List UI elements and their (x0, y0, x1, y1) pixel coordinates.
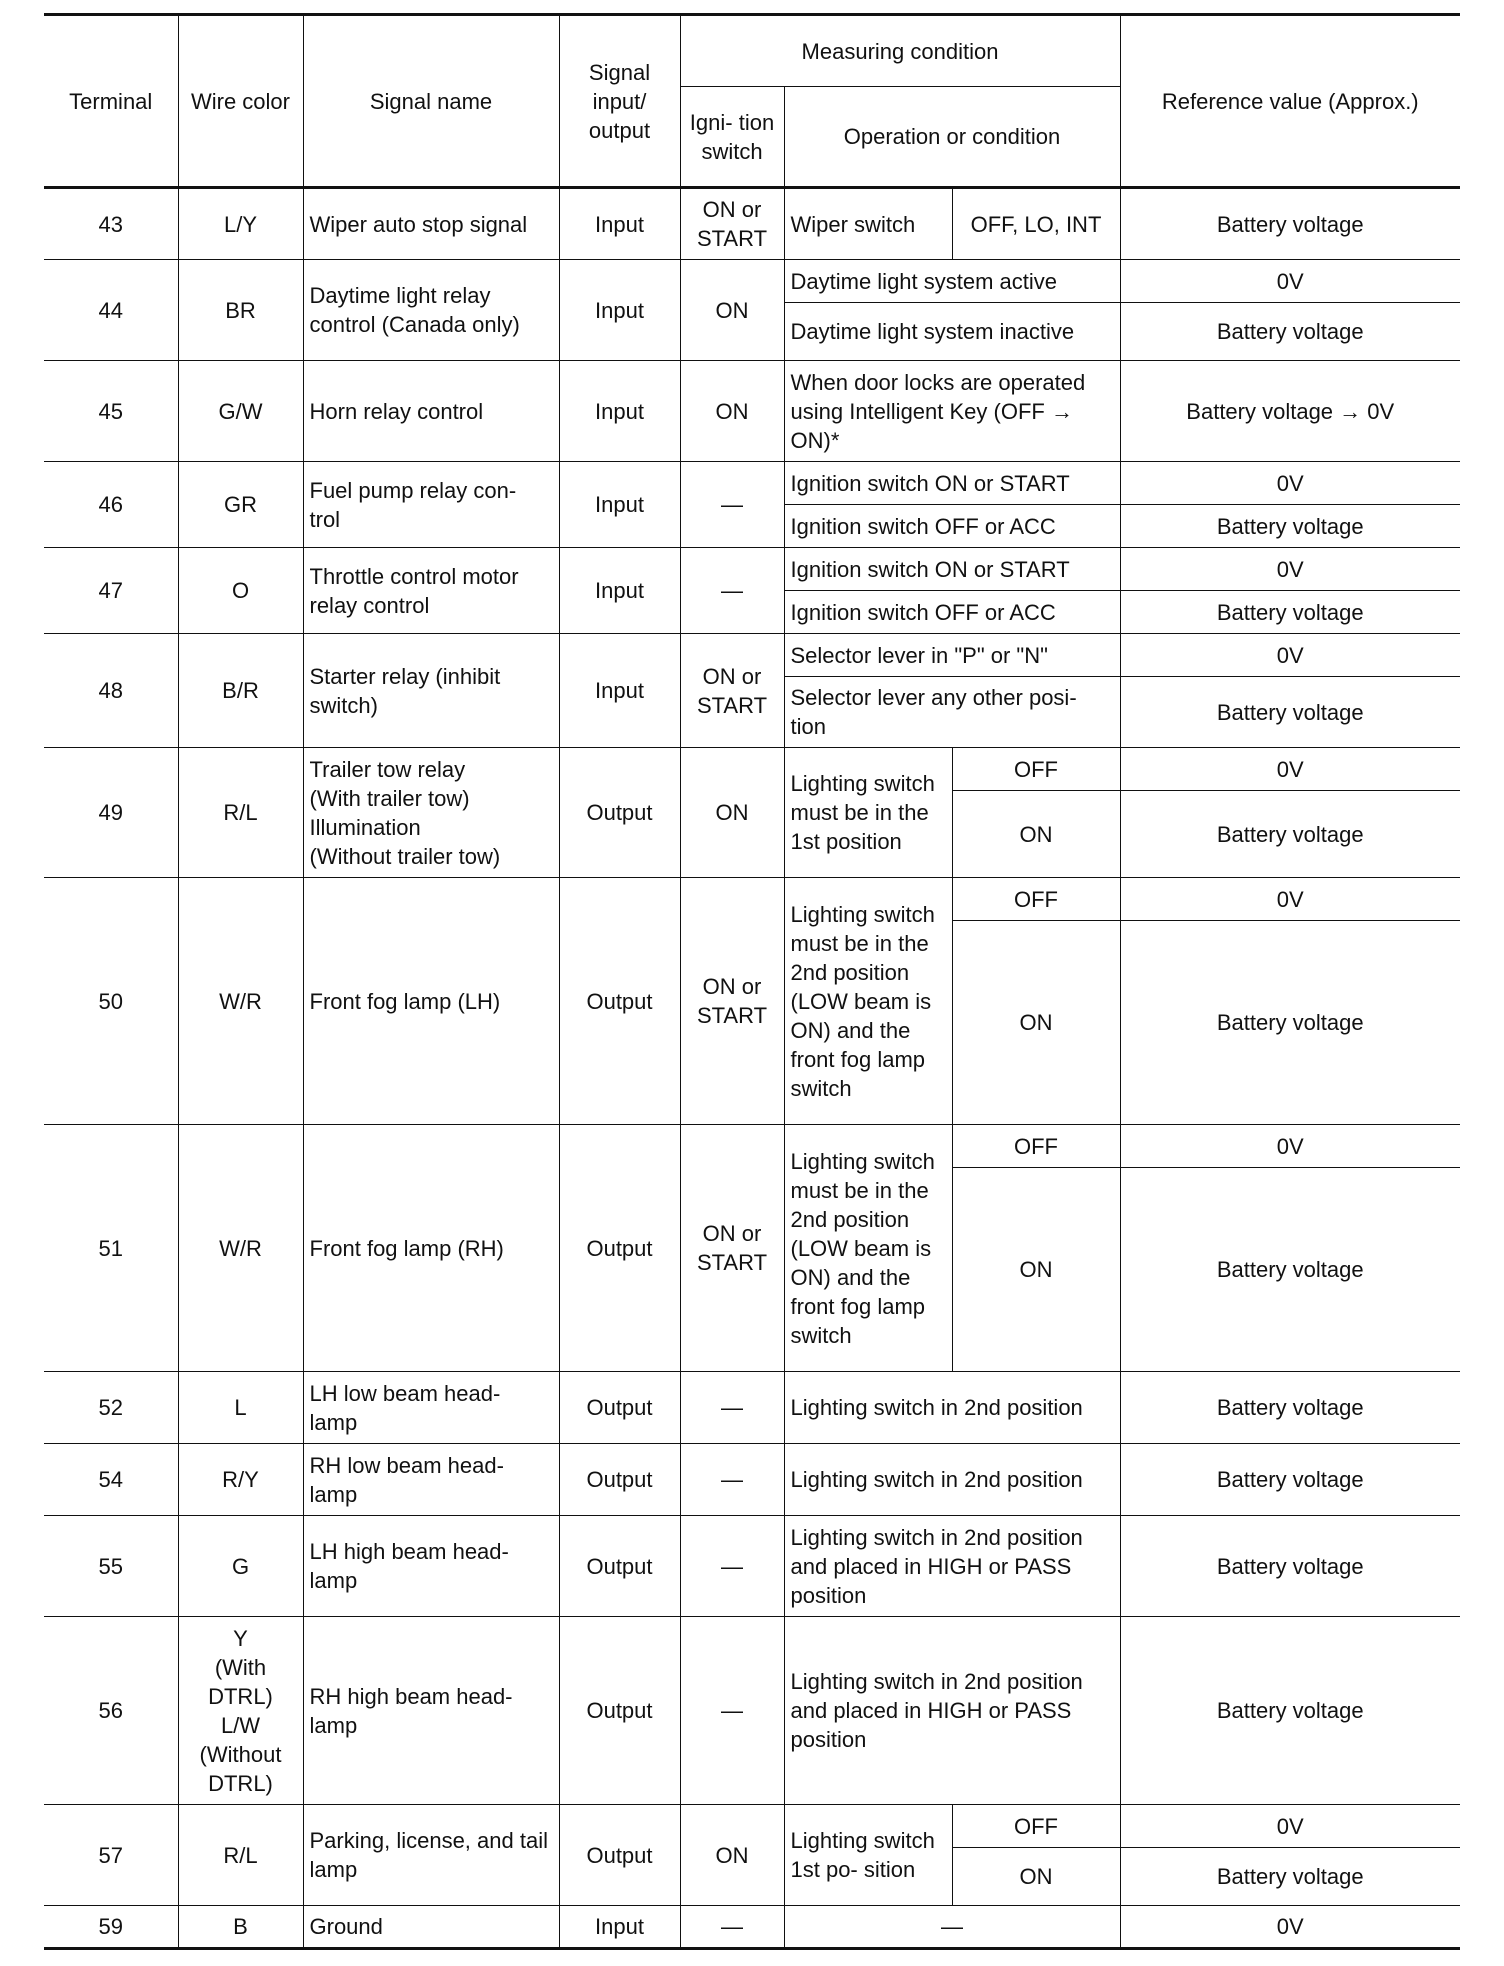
condition-cell: — (784, 1906, 1120, 1949)
table-row (44, 260, 1460, 303)
signal-name-cell: Wiper auto stop signal (303, 188, 559, 260)
wire-color-cell: B (178, 1906, 303, 1949)
wire-color-cell: O (178, 548, 303, 634)
reference-cell: 0V (1120, 462, 1460, 505)
terminal-cell: 47 (44, 548, 178, 634)
condition-cell: Lighting switch must be in the 2nd position (LOW beam is ON) and the front fog lamp switch (784, 1125, 952, 1372)
header-signal-name: Signal name (303, 15, 559, 188)
switch-state-cell: OFF (952, 1125, 1120, 1168)
header-wire-color: Wire color (178, 15, 303, 188)
signal-name-cell: Starter relay (inhibit switch) (303, 634, 559, 748)
signal-name-cell: LH high beam head- lamp (303, 1516, 559, 1617)
signal-io-cell: Input (559, 548, 680, 634)
reference-cell: 0V (1120, 1805, 1460, 1848)
table-row (44, 462, 1460, 505)
wire-color-cell: L (178, 1372, 303, 1444)
ignition-cell: ON (680, 361, 784, 462)
terminal-cell: 57 (44, 1805, 178, 1906)
terminal-cell: 49 (44, 748, 178, 878)
table-row (44, 1444, 1460, 1516)
signal-io-cell: Output (559, 1444, 680, 1516)
condition-detail-cell: OFF, LO, INT (952, 188, 1120, 260)
switch-state-cell: OFF (952, 1805, 1120, 1848)
condition-cell: Selector lever any other posi- tion (784, 677, 1120, 748)
signal-io-cell: Input (559, 634, 680, 748)
ignition-cell: ON (680, 260, 784, 361)
condition-cell: Ignition switch OFF or ACC (784, 505, 1120, 548)
wire-color-cell: BR (178, 260, 303, 361)
reference-cell: 0V (1120, 548, 1460, 591)
condition-cell: Lighting switch must be in the 2nd position (LOW beam is ON) and the front fog lamp switch (784, 878, 952, 1125)
wire-color-line: (With (214, 1654, 267, 1680)
wire-color-cell: R/L (178, 748, 303, 878)
wire-color-cell: G/W (178, 361, 303, 462)
ignition-cell: — (680, 1617, 784, 1805)
terminal-cell: 44 (44, 260, 178, 361)
terminal-cell: 46 (44, 462, 178, 548)
wire-color-cell: B/R (178, 634, 303, 748)
condition-cell: Lighting switch in 2nd position (784, 1444, 1120, 1516)
header-terminal: Terminal (44, 15, 178, 188)
table-row (44, 748, 1460, 791)
condition-cell: Lighting switch 1st po- sition (784, 1805, 952, 1906)
terminal-cell: 59 (44, 1906, 178, 1949)
header-measuring-condition: Measuring condition (680, 15, 1120, 87)
signal-io-cell: Input (559, 361, 680, 462)
wire-color-line: Y (233, 1625, 248, 1651)
header-signal-io: Signal input/ output (559, 15, 680, 188)
signal-io-cell: Output (559, 878, 680, 1125)
wire-color-line: DTRL) (208, 1683, 273, 1709)
reference-cell: Battery voltage (1120, 921, 1460, 1125)
wire-color-cell: L/Y (178, 188, 303, 260)
table-row (44, 1125, 1460, 1168)
reference-cell: 0V (1120, 878, 1460, 921)
condition-cell: Daytime light system inactive (784, 303, 1120, 361)
condition-cell: Ignition switch ON or START (784, 548, 1120, 591)
switch-state-cell: ON (952, 921, 1120, 1125)
reference-cell: Battery voltage (1120, 1848, 1460, 1906)
condition-cell: Daytime light system active (784, 260, 1120, 303)
reference-cell: 0V (1120, 260, 1460, 303)
reference-cell: Battery voltage (1120, 1617, 1460, 1805)
condition-cell: Lighting switch must be in the 1st position (784, 748, 952, 878)
signal-name-cell: Ground (303, 1906, 559, 1949)
signal-name-line: Illumination (309, 814, 421, 840)
terminal-cell: 52 (44, 1372, 178, 1444)
terminal-cell: 56 (44, 1617, 178, 1805)
reference-cell: Battery voltage (1120, 188, 1460, 260)
condition-cell: Lighting switch in 2nd position (784, 1372, 1120, 1444)
signal-io-cell: Input (559, 1906, 680, 1949)
ignition-cell: ON or START (680, 188, 784, 260)
condition-cell: Wiper switch (784, 188, 952, 260)
reference-cell: Battery voltage (1120, 677, 1460, 748)
reference-cell: 0V (1120, 748, 1460, 791)
table-row (44, 1617, 1460, 1805)
ignition-cell: — (680, 1444, 784, 1516)
wire-color-cell: GR (178, 462, 303, 548)
signal-name-cell (303, 748, 559, 878)
condition-cell: Lighting switch in 2nd position and placed in HIGH or PASS position (784, 1516, 1120, 1617)
signal-io-cell: Input (559, 462, 680, 548)
header-operation-condition: Operation or condition (784, 87, 1120, 188)
signal-name-line: (With trailer tow) (309, 785, 470, 811)
signal-io-cell: Output (559, 748, 680, 878)
reference-cell: Battery voltage (1120, 1444, 1460, 1516)
table-row (44, 548, 1460, 591)
reference-cell: 0V (1120, 1906, 1460, 1949)
signal-name-cell: Front fog lamp (LH) (303, 878, 559, 1125)
wire-color-cell: W/R (178, 1125, 303, 1372)
switch-state-cell: OFF (952, 878, 1120, 921)
signal-name-cell: Fuel pump relay con- trol (303, 462, 559, 548)
terminal-cell: 55 (44, 1516, 178, 1617)
table-row (44, 188, 1460, 260)
switch-state-cell: OFF (952, 748, 1120, 791)
switch-state-cell: ON (952, 1848, 1120, 1906)
condition-cell: Ignition switch ON or START (784, 462, 1120, 505)
terminal-cell: 54 (44, 1444, 178, 1516)
ignition-cell: — (680, 1906, 784, 1949)
terminal-cell: 50 (44, 878, 178, 1125)
ignition-cell: — (680, 1516, 784, 1617)
ignition-cell: ON (680, 748, 784, 878)
signal-name-cell: Front fog lamp (RH) (303, 1125, 559, 1372)
reference-cell: 0V (1120, 634, 1460, 677)
ignition-cell: — (680, 462, 784, 548)
terminal-cell: 48 (44, 634, 178, 748)
wire-color-cell: G (178, 1516, 303, 1617)
terminal-cell: 43 (44, 188, 178, 260)
ignition-cell: — (680, 1372, 784, 1444)
ignition-cell: ON or START (680, 878, 784, 1125)
table-row (44, 1906, 1460, 1949)
condition-cell: Ignition switch OFF or ACC (784, 591, 1120, 634)
signal-name-cell: Horn relay control (303, 361, 559, 462)
signal-name-cell: RH high beam head- lamp (303, 1617, 559, 1805)
signal-name-cell: RH low beam head- lamp (303, 1444, 559, 1516)
signal-io-cell: Output (559, 1516, 680, 1617)
table-row (44, 1516, 1460, 1617)
table-header (44, 15, 1460, 188)
signal-name-cell: Parking, license, and tail lamp (303, 1805, 559, 1906)
reference-cell: Battery voltage (1120, 303, 1460, 361)
reference-cell: Battery voltage → 0V (1120, 361, 1460, 462)
signal-name-cell: Throttle control motor relay control (303, 548, 559, 634)
ignition-cell: ON or START (680, 634, 784, 748)
signal-io-cell: Output (559, 1125, 680, 1372)
condition-cell: Lighting switch in 2nd position and placed in HIGH or PASS position (784, 1617, 1120, 1805)
signal-name-line: Trailer tow relay (309, 756, 466, 782)
table-row (44, 361, 1460, 462)
terminal-cell: 51 (44, 1125, 178, 1372)
reference-cell: Battery voltage (1120, 591, 1460, 634)
ignition-cell: ON (680, 1805, 784, 1906)
table-row (44, 1372, 1460, 1444)
reference-cell: Battery voltage (1120, 1168, 1460, 1372)
signal-io-cell: Output (559, 1805, 680, 1906)
header-ignition-switch: Igni- tion switch (680, 87, 784, 188)
switch-state-cell: ON (952, 1168, 1120, 1372)
table-row (44, 1805, 1460, 1848)
wire-color-cell: R/L (178, 1805, 303, 1906)
switch-state-cell: ON (952, 791, 1120, 878)
condition-cell: Selector lever in "P" or "N" (784, 634, 1120, 677)
reference-cell: Battery voltage (1120, 505, 1460, 548)
terminal-cell: 45 (44, 361, 178, 462)
signal-io-cell: Output (559, 1617, 680, 1805)
condition-cell: When door locks are operated using Intelligent Key (OFF → ON)* (784, 361, 1120, 462)
signal-io-cell: Input (559, 188, 680, 260)
wire-color-cell: W/R (178, 878, 303, 1125)
wire-color-line: DTRL) (208, 1770, 273, 1796)
table-row (44, 878, 1460, 921)
reference-cell: Battery voltage (1120, 791, 1460, 878)
reference-cell: Battery voltage (1120, 1516, 1460, 1617)
reference-cell: 0V (1120, 1125, 1460, 1168)
signal-io-cell: Input (559, 260, 680, 361)
wire-color-line: L/W (220, 1712, 261, 1738)
wire-color-cell: R/Y (178, 1444, 303, 1516)
table-row (44, 634, 1460, 677)
reference-cell: Battery voltage (1120, 1372, 1460, 1444)
header-reference-value: Reference value (Approx.) (1120, 15, 1460, 188)
signal-name-cell: LH low beam head- lamp (303, 1372, 559, 1444)
signal-io-cell: Output (559, 1372, 680, 1444)
signal-name-line: (Without trailer tow) (309, 843, 501, 869)
wire-color-cell (178, 1617, 303, 1805)
signal-name-cell: Daytime light relay control (Canada only) (303, 260, 559, 361)
wire-color-line: (Without (199, 1741, 282, 1767)
terminal-reference-table (44, 13, 1460, 1950)
ignition-cell: ON or START (680, 1125, 784, 1372)
ignition-cell: — (680, 548, 784, 634)
